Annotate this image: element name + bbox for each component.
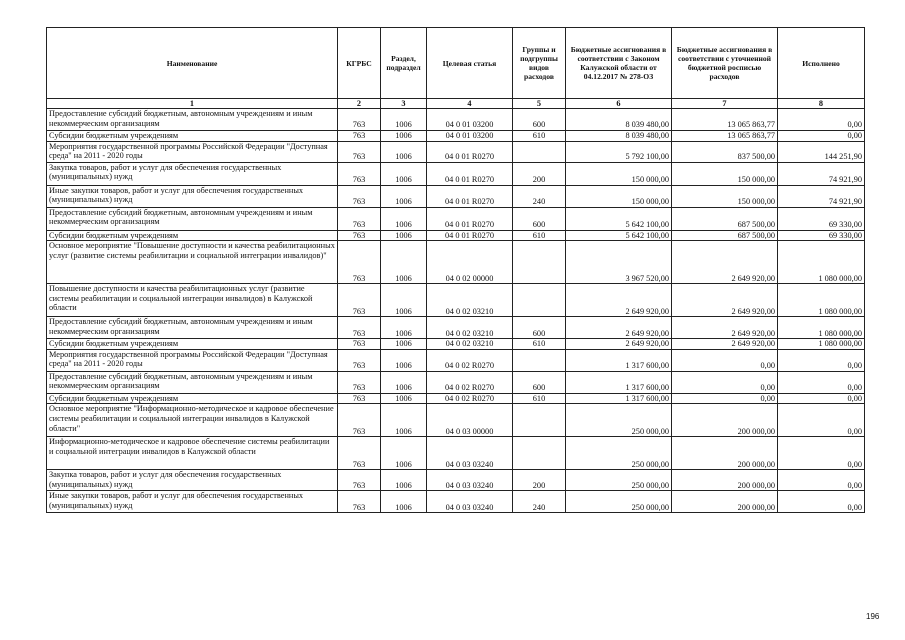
table-row: [47, 470, 865, 491]
row-target-article: 04 0 03 00000: [427, 404, 513, 437]
row-section: 1006: [381, 131, 427, 142]
row-target-article: 04 0 02 03210: [427, 339, 513, 350]
row-law-allocation: 5 642 100,00: [566, 230, 672, 241]
row-kgrbs: 763: [338, 349, 381, 371]
row-law-allocation: 2 649 920,00: [566, 317, 672, 339]
row-target-article: 04 0 02 00000: [427, 241, 513, 284]
row-refined-allocation: 150 000,00: [672, 185, 778, 207]
header-kgrbs: КГРБС: [338, 28, 381, 99]
row-target-article: 04 0 01 R0270: [427, 185, 513, 207]
row-refined-allocation: 687 500,00: [672, 207, 778, 230]
table-row: [47, 317, 865, 339]
row-law-allocation: 1 317 600,00: [566, 393, 672, 404]
table-row: [47, 284, 865, 317]
row-refined-allocation: 2 649 920,00: [672, 284, 778, 317]
row-expense-group: [513, 284, 566, 317]
row-executed: 0,00: [778, 109, 865, 131]
row-target-article: 04 0 03 03240: [427, 470, 513, 491]
row-kgrbs: 763: [338, 437, 381, 470]
table-row: [47, 230, 865, 241]
row-executed: 0,00: [778, 371, 865, 393]
row-target-article: 04 0 01 R0270: [427, 162, 513, 185]
row-kgrbs: 763: [338, 393, 381, 404]
row-executed: 0,00: [778, 393, 865, 404]
row-section: 1006: [381, 349, 427, 371]
row-executed: 0,00: [778, 437, 865, 470]
row-section: 1006: [381, 437, 427, 470]
row-section: 1006: [381, 230, 427, 241]
row-expense-group: 610: [513, 393, 566, 404]
table-row: [47, 491, 865, 513]
row-expense-group: 240: [513, 185, 566, 207]
row-section: 1006: [381, 339, 427, 350]
row-name: Предоставление субсидий бюджетным, автономным учреждениям и иным некоммерческим организациям: [47, 317, 338, 339]
row-section: 1006: [381, 284, 427, 317]
row-kgrbs: 763: [338, 470, 381, 491]
row-law-allocation: 250 000,00: [566, 470, 672, 491]
row-law-allocation: 5 642 100,00: [566, 207, 672, 230]
row-refined-allocation: 0,00: [672, 371, 778, 393]
row-law-allocation: 2 649 920,00: [566, 284, 672, 317]
row-refined-allocation: 2 649 920,00: [672, 241, 778, 284]
row-name: Мероприятия государственной программы Российской Федерации "Доступная среда" на 2011 - 2020 годы: [47, 141, 338, 162]
row-kgrbs: 763: [338, 339, 381, 350]
row-kgrbs: 763: [338, 317, 381, 339]
table-row: [47, 131, 865, 142]
row-law-allocation: 2 649 920,00: [566, 339, 672, 350]
row-kgrbs: 763: [338, 230, 381, 241]
row-target-article: 04 0 02 R0270: [427, 349, 513, 371]
row-expense-group: 610: [513, 131, 566, 142]
row-name: Иные закупки товаров, работ и услуг для обеспечения государственных (муниципальных) нужд: [47, 491, 338, 513]
row-kgrbs: 763: [338, 371, 381, 393]
header-law-allocation: Бюджетные ассигнования в соответствии с Законом Калужской области от 04.12.2017 № 278-ОЗ: [566, 28, 672, 99]
row-expense-group: 200: [513, 162, 566, 185]
row-section: 1006: [381, 371, 427, 393]
row-expense-group: [513, 241, 566, 284]
row-name: Закупка товаров, работ и услуг для обеспечения государственных (муниципальных) нужд: [47, 162, 338, 185]
header-expense-group: Группы и подгруппы видов расходов: [513, 28, 566, 99]
table-row: [47, 141, 865, 162]
row-refined-allocation: 200 000,00: [672, 404, 778, 437]
column-number: 6: [566, 99, 672, 109]
row-section: 1006: [381, 109, 427, 131]
column-number-row: [47, 99, 865, 109]
table-row: [47, 162, 865, 185]
row-name: Субсидии бюджетным учреждениям: [47, 393, 338, 404]
row-executed: 0,00: [778, 404, 865, 437]
row-name: Субсидии бюджетным учреждениям: [47, 339, 338, 350]
row-refined-allocation: 687 500,00: [672, 230, 778, 241]
row-expense-group: [513, 437, 566, 470]
column-number: 2: [338, 99, 381, 109]
row-name: Основное мероприятие "Информационно-методическое и кадровое обеспечение системы реабилитации и социальной интеграции инвалидов в Калужской области": [47, 404, 338, 437]
column-number: 3: [381, 99, 427, 109]
row-refined-allocation: 200 000,00: [672, 437, 778, 470]
row-refined-allocation: 2 649 920,00: [672, 339, 778, 350]
row-law-allocation: 3 967 520,00: [566, 241, 672, 284]
row-target-article: 04 0 02 03210: [427, 317, 513, 339]
row-expense-group: 610: [513, 230, 566, 241]
row-refined-allocation: 200 000,00: [672, 491, 778, 513]
row-name: Мероприятия государственной программы Российской Федерации "Доступная среда" на 2011 - 2020 годы: [47, 349, 338, 371]
row-section: 1006: [381, 317, 427, 339]
row-target-article: 04 0 02 R0270: [427, 371, 513, 393]
row-target-article: 04 0 03 03240: [427, 491, 513, 513]
row-executed: 0,00: [778, 470, 865, 491]
row-law-allocation: 8 039 480,00: [566, 131, 672, 142]
table-row: [47, 207, 865, 230]
row-target-article: 04 0 03 03240: [427, 437, 513, 470]
table-row: [47, 339, 865, 350]
row-name: Иные закупки товаров, работ и услуг для обеспечения государственных (муниципальных) нужд: [47, 185, 338, 207]
row-executed: 0,00: [778, 349, 865, 371]
row-kgrbs: 763: [338, 284, 381, 317]
row-expense-group: 600: [513, 109, 566, 131]
row-section: 1006: [381, 393, 427, 404]
row-name: Субсидии бюджетным учреждениям: [47, 230, 338, 241]
table-row: [47, 109, 865, 131]
table-row: [47, 185, 865, 207]
row-target-article: 04 0 01 R0270: [427, 141, 513, 162]
row-kgrbs: 763: [338, 491, 381, 513]
row-executed: 74 921,90: [778, 162, 865, 185]
row-executed: 1 080 000,00: [778, 339, 865, 350]
row-executed: 1 080 000,00: [778, 284, 865, 317]
row-section: 1006: [381, 404, 427, 437]
row-expense-group: [513, 404, 566, 437]
row-expense-group: 240: [513, 491, 566, 513]
budget-table: [46, 27, 865, 513]
row-kgrbs: 763: [338, 207, 381, 230]
row-executed: 1 080 000,00: [778, 241, 865, 284]
row-refined-allocation: 0,00: [672, 349, 778, 371]
row-section: 1006: [381, 491, 427, 513]
row-section: 1006: [381, 470, 427, 491]
column-number: 7: [672, 99, 778, 109]
row-law-allocation: 8 039 480,00: [566, 109, 672, 131]
table-row: [47, 241, 865, 284]
table-row: [47, 393, 865, 404]
row-law-allocation: 250 000,00: [566, 404, 672, 437]
row-law-allocation: 5 792 100,00: [566, 141, 672, 162]
row-expense-group: 600: [513, 207, 566, 230]
row-executed: 1 080 000,00: [778, 317, 865, 339]
row-kgrbs: 763: [338, 241, 381, 284]
row-executed: 69 330,00: [778, 230, 865, 241]
row-refined-allocation: 2 649 920,00: [672, 317, 778, 339]
header-executed: Исполнено: [778, 28, 865, 99]
row-section: 1006: [381, 185, 427, 207]
column-number: 8: [778, 99, 865, 109]
row-refined-allocation: 150 000,00: [672, 162, 778, 185]
row-kgrbs: 763: [338, 185, 381, 207]
row-target-article: 04 0 02 03210: [427, 284, 513, 317]
row-name: Основное мероприятие "Повышение доступности и качества реабилитационных услуг (развитие системы реабилитации и социальной интеграции инвалидов)": [47, 241, 338, 284]
row-section: 1006: [381, 207, 427, 230]
row-law-allocation: 150 000,00: [566, 162, 672, 185]
row-name: Субсидии бюджетным учреждениям: [47, 131, 338, 142]
table-row: [47, 404, 865, 437]
header-target-article: Целевая статья: [427, 28, 513, 99]
row-refined-allocation: 13 065 863,77: [672, 131, 778, 142]
row-expense-group: [513, 141, 566, 162]
row-kgrbs: 763: [338, 404, 381, 437]
row-refined-allocation: 837 500,00: [672, 141, 778, 162]
row-name: Предоставление субсидий бюджетным, автономным учреждениям и иным некоммерческим организациям: [47, 207, 338, 230]
row-executed: 144 251,90: [778, 141, 865, 162]
row-law-allocation: 250 000,00: [566, 491, 672, 513]
row-kgrbs: 763: [338, 131, 381, 142]
row-section: 1006: [381, 162, 427, 185]
table-row: [47, 371, 865, 393]
row-name: Информационно-методическое и кадровое обеспечение системы реабилитации и социальной интеграции инвалидов в Калужской области: [47, 437, 338, 470]
row-kgrbs: 763: [338, 109, 381, 131]
row-executed: 0,00: [778, 131, 865, 142]
row-expense-group: 600: [513, 317, 566, 339]
row-executed: 0,00: [778, 491, 865, 513]
row-section: 1006: [381, 241, 427, 284]
row-law-allocation: 150 000,00: [566, 185, 672, 207]
row-expense-group: 610: [513, 339, 566, 350]
row-target-article: 04 0 02 R0270: [427, 393, 513, 404]
row-law-allocation: 1 317 600,00: [566, 371, 672, 393]
table-header-row: [47, 28, 865, 99]
row-name: Предоставление субсидий бюджетным, автономным учреждениям и иным некоммерческим организациям: [47, 109, 338, 131]
table-body: [47, 109, 865, 513]
row-kgrbs: 763: [338, 162, 381, 185]
row-executed: 69 330,00: [778, 207, 865, 230]
column-number: 1: [47, 99, 338, 109]
row-executed: 74 921,90: [778, 185, 865, 207]
row-expense-group: 600: [513, 371, 566, 393]
row-law-allocation: 1 317 600,00: [566, 349, 672, 371]
row-refined-allocation: 0,00: [672, 393, 778, 404]
row-name: Предоставление субсидий бюджетным, автономным учреждениям и иным некоммерческим организациям: [47, 371, 338, 393]
row-target-article: 04 0 01 R0270: [427, 230, 513, 241]
header-name: Наименование: [47, 28, 338, 99]
column-number: 5: [513, 99, 566, 109]
row-section: 1006: [381, 141, 427, 162]
row-refined-allocation: 200 000,00: [672, 470, 778, 491]
row-target-article: 04 0 01 R0270: [427, 207, 513, 230]
page-number: 196: [866, 612, 880, 621]
row-name: Закупка товаров, работ и услуг для обеспечения государственных (муниципальных) нужд: [47, 470, 338, 491]
row-target-article: 04 0 01 03200: [427, 131, 513, 142]
row-refined-allocation: 13 065 863,77: [672, 109, 778, 131]
header-refined-allocation: Бюджетные ассигнования в соответствии с уточненной бюджетной росписью расходов: [672, 28, 778, 99]
row-law-allocation: 250 000,00: [566, 437, 672, 470]
row-expense-group: [513, 349, 566, 371]
table-row: [47, 437, 865, 470]
row-kgrbs: 763: [338, 141, 381, 162]
row-name: Повышение доступности и качества реабилитационных услуг (развитие системы реабилитации и социальной интеграции инвалидов) в Калужской области: [47, 284, 338, 317]
table-row: [47, 349, 865, 371]
row-expense-group: 200: [513, 470, 566, 491]
column-number: 4: [427, 99, 513, 109]
header-section: Раздел, подраздел: [381, 28, 427, 99]
row-target-article: 04 0 01 03200: [427, 109, 513, 131]
